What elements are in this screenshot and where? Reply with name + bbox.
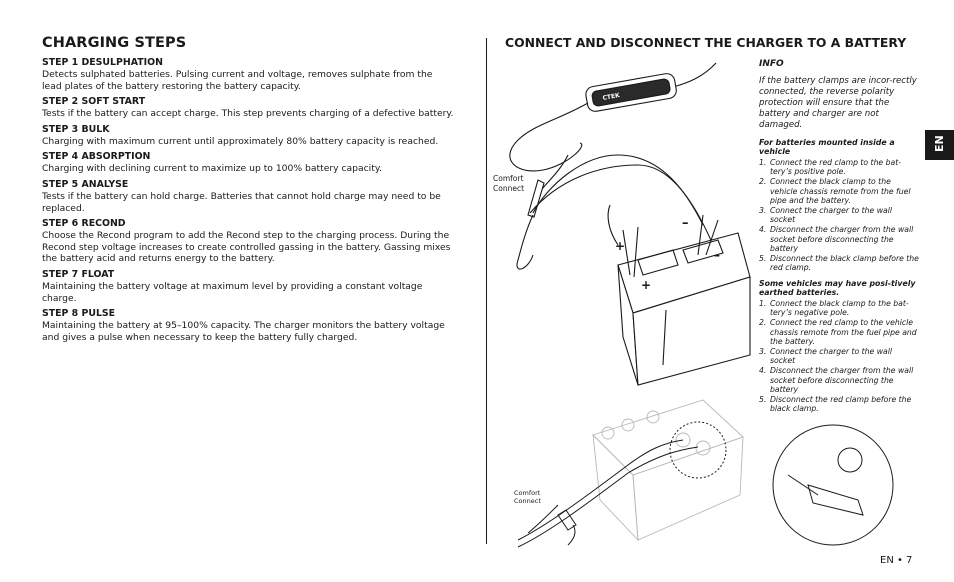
comfort-connect-label-4: Connect [514,497,541,505]
comfort-connect-label-3: Comfort [514,489,541,497]
step-title: STEP 3 BULK [42,123,110,135]
step-text: Maintaining the battery at 95–100% capacity. The charger monitors the battery voltage and gives a pulse when necessary to keep the battery fully charged. [42,320,445,343]
page-footer: EN • 7 [880,555,913,566]
instruction-number: 5. [759,394,767,404]
instruction-text: Connect the charger to the wall socket [770,205,892,225]
minus-sign-battery: – [714,248,720,262]
instruction-number: 4. [759,224,767,234]
instruction-item [759,366,919,395]
section2-list [759,299,919,414]
instruction-number: 2. [759,317,767,327]
instruction-text: Connect the black clamp to the vehicle chassis remote from the fuel pipe and the battery. [770,177,911,206]
instruction-number: 1. [759,157,767,167]
step-item [42,96,454,120]
charging-steps-section [42,35,454,347]
instruction-number: 1. [759,298,767,308]
step-title: STEP 7 FLOAT [42,268,115,280]
instruction-number: 3. [759,346,767,356]
step-item [42,124,454,148]
connect-heading: CONNECT AND DISCONNECT THE CHARGER TO A BATTERY [505,35,907,50]
instruction-text: Disconnect the black clamp before the red clamp. [770,253,919,273]
instruction-text: Disconnect the charger from the wall socket before disconnecting the battery [770,365,914,395]
step-title: STEP 4 ABSORPTION [42,151,151,163]
info-panel [759,59,919,420]
plus-sign-top: + [615,239,626,253]
step-text: Charging with declining current to maximize up to 100% battery capacity. [42,163,382,175]
step-item [42,308,454,343]
section1-title: For batteries mounted inside a vehicle [759,138,895,157]
instruction-item [759,254,919,273]
step-title: STEP 6 RECOND [42,218,126,230]
info-text: If the battery clamps are incor-rectly connected, the reverse polarity protection will ensure that the battery and charger are not damaged. [759,76,917,130]
instruction-number: 3. [759,205,767,215]
instruction-item [759,158,919,177]
instruction-text: Disconnect the charger from the wall socket before disconnecting the battery [770,224,914,254]
section2-title: Some vehicles may have posi-tively earthed batteries. [759,278,916,298]
instruction-item [759,225,919,254]
step-text: Detects sulphated batteries. Pulsing current and voltage, removes sulphate from the lead plates of the battery restoring the battery capacity. [42,69,433,92]
minus-sign-top: – [682,216,689,231]
step-item [42,269,454,304]
plus-sign-battery: + [641,278,652,292]
step-item [42,57,454,92]
instruction-item [759,299,919,318]
step-text: Charging with maximum current until approximately 80% battery capacity is reached. [42,135,439,147]
step-title: STEP 2 SOFT START [42,96,146,108]
instruction-number: 5. [759,253,767,263]
step-item [42,218,454,265]
steps-list [42,57,454,343]
instruction-item [759,206,919,225]
instruction-text: Connect the charger to the wall socket [770,346,892,366]
step-title: STEP 5 ANALYSE [42,178,129,190]
instruction-item [759,177,919,206]
comfort-connect-label-1: Comfort [493,174,524,183]
info-title: INFO [759,59,784,69]
step-text: Tests if the battery can hold charge. Batteries that cannot hold charge may need to be replaced. [42,190,441,214]
instruction-item [759,318,919,347]
language-tab-label: EN [933,135,946,152]
instruction-text: Connect the red clamp to the vehicle chassis remote from the fuel pipe and the battery. [770,317,917,347]
instruction-item [759,347,919,366]
step-text: Maintaining the battery voltage at maximum level by providing a constant voltage charge. [42,280,423,304]
charging-steps-heading: CHARGING STEPS [42,35,187,51]
instruction-text: Connect the red clamp to the bat-tery’s positive pole. [770,157,901,177]
step-item [42,151,454,175]
instruction-text: Connect the black clamp to the bat-tery’s negative pole. [770,298,909,318]
step-item [42,179,454,214]
step-title: STEP 8 PULSE [42,308,116,320]
instruction-text: Disconnect the red clamp before the black clamp. [770,394,912,414]
section1-list [759,158,919,273]
step-title: STEP 1 DESULPHATION [42,57,163,68]
comfort-connect-label-2: Connect [493,184,525,193]
instruction-number: 4. [759,365,767,375]
step-text: Tests if the battery can accept charge. This step prevents charging of a defective battery. [42,108,454,120]
language-tab [925,130,954,160]
charger-logo: CTEK [602,92,621,102]
step-text: Choose the Recond program to add the Recond step to the charging process. During the Recond step voltage increases to create controlled gassing in the battery. Gassing mixes the battery acid and returns energy to the battery. [42,230,451,265]
instruction-item [759,395,919,414]
instruction-number: 2. [759,177,767,186]
column-divider [486,38,487,544]
